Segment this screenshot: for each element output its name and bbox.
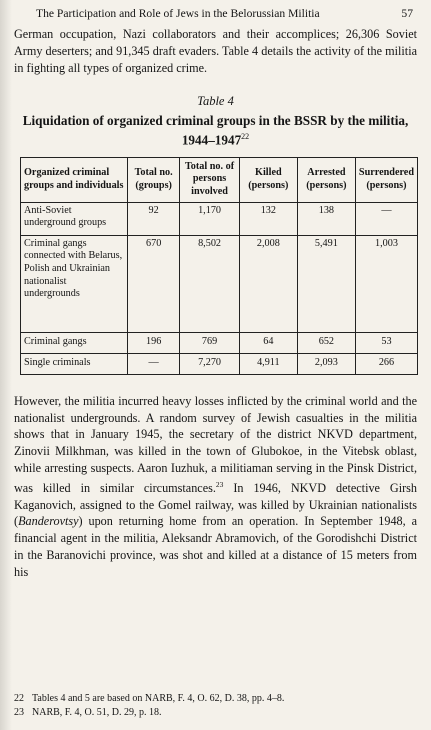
- cell-arrested: 652: [297, 332, 355, 353]
- cell-total-groups: 92: [128, 202, 180, 235]
- col-header-killed: Killed (persons): [239, 157, 297, 202]
- body-text: [14, 393, 417, 581]
- cell-arrested: 5,491: [297, 235, 355, 332]
- table-label: Table 4: [197, 94, 234, 109]
- col-header-groups: Organized criminal groups and individuals: [21, 157, 128, 202]
- cell-total-persons: 769: [180, 332, 240, 353]
- cell-total-persons: 7,270: [180, 353, 240, 374]
- footnote-text: Tables 4 and 5 are based on NARB, F. 4, O. 62, D. 38, pp. 4–8.: [32, 693, 285, 704]
- footnotes: [14, 692, 417, 720]
- running-head-title: The Participation and Role of Jews in the Belorussian Militia: [36, 7, 320, 20]
- cell-surrendered: 266: [355, 353, 417, 374]
- cell-arrested: 2,093: [297, 353, 355, 374]
- col-header-surrendered: Surrendered (persons): [355, 157, 417, 202]
- col-header-total-groups: Total no. (groups): [128, 157, 180, 202]
- cell-total-persons: 1,170: [180, 202, 240, 235]
- footnote-text: NARB, F. 4, O. 51, D. 29, p. 18.: [32, 707, 162, 718]
- cell-total-groups: 670: [128, 235, 180, 332]
- cell-killed: 132: [239, 202, 297, 235]
- cell-surrendered: 1,003: [355, 235, 417, 332]
- body-text-part-2: In 1946, NKVD detective Girsh Kaganovich, assigned to the Gomel railway, was killed by Ukrainian nationalists (: [14, 480, 417, 529]
- table-title-footnote-ref: 22: [241, 132, 250, 142]
- table-row: [21, 353, 418, 374]
- table-row: [21, 202, 418, 235]
- footnote: [14, 706, 417, 720]
- cell-total-groups: —: [128, 353, 180, 374]
- footnote-number: 23: [14, 707, 24, 718]
- footnote: [14, 692, 417, 706]
- col-header-arrested: Arrested (persons): [297, 157, 355, 202]
- cell-killed: 64: [239, 332, 297, 353]
- page-number: 57: [401, 7, 413, 20]
- footnote-number: 22: [14, 693, 24, 704]
- table-row: [21, 235, 418, 332]
- cell-killed: 2,008: [239, 235, 297, 332]
- intro-paragraph: German occupation, Nazi collaborators and their accomplices; 26,306 Soviet Army deserters; and 91,345 draft evaders. Table 4 details the activity of the militia in fighting all types of organized crime.: [14, 27, 417, 75]
- cell-total-groups: 196: [128, 332, 180, 353]
- row-label: Criminal gangs connected with Belarus, Polish and Ukrainian nationalist undergrounds: [21, 235, 128, 332]
- crime-liquidation-table: [20, 157, 418, 375]
- row-label: Anti-Soviet underground groups: [21, 202, 128, 235]
- cell-total-persons: 8,502: [180, 235, 240, 332]
- cell-surrendered: 53: [355, 332, 417, 353]
- body-text-italic-term: Banderovtsy: [18, 514, 79, 529]
- body-text-part-3: ) upon returning home from an operation. In September 1948, a financial agent in the militia, Aleksandr Abramovich, of the Gorodishchi District in the Baranovichi province, was shot and killed at a distance of 15 meters from his: [14, 514, 417, 579]
- table-title: [14, 113, 417, 148]
- body-paragraph: [14, 393, 417, 581]
- cell-arrested: 138: [297, 202, 355, 235]
- table-row: [21, 332, 418, 353]
- cell-killed: 4,911: [239, 353, 297, 374]
- row-label: Single criminals: [21, 353, 128, 374]
- table-title-text: Liquidation of organized criminal groups in the BSSR by the militia, 1944–1947: [22, 113, 409, 148]
- footnote-ref-23: 23: [215, 479, 224, 489]
- col-header-total-persons: Total no. of persons involved: [180, 157, 240, 202]
- cell-surrendered: —: [355, 202, 417, 235]
- body-text-part-1: However, the militia incurred heavy losses inflicted by the criminal world and the nationalist undergrounds. A random survey of Jewish casualties in the militia shows that in January 1945, the secretary of the district NKVD department, Zinovii Milkhman, was killed in the town of Glubokoe, in the Vitebsk oblast, while arresting suspects. Aaron Iuzhuk, a militiaman serving in the Pinsk District, was killed in similar circumstances.: [14, 393, 417, 495]
- running-head: [14, 6, 417, 22]
- row-label: Criminal gangs: [21, 332, 128, 353]
- table-header-row: [21, 157, 418, 202]
